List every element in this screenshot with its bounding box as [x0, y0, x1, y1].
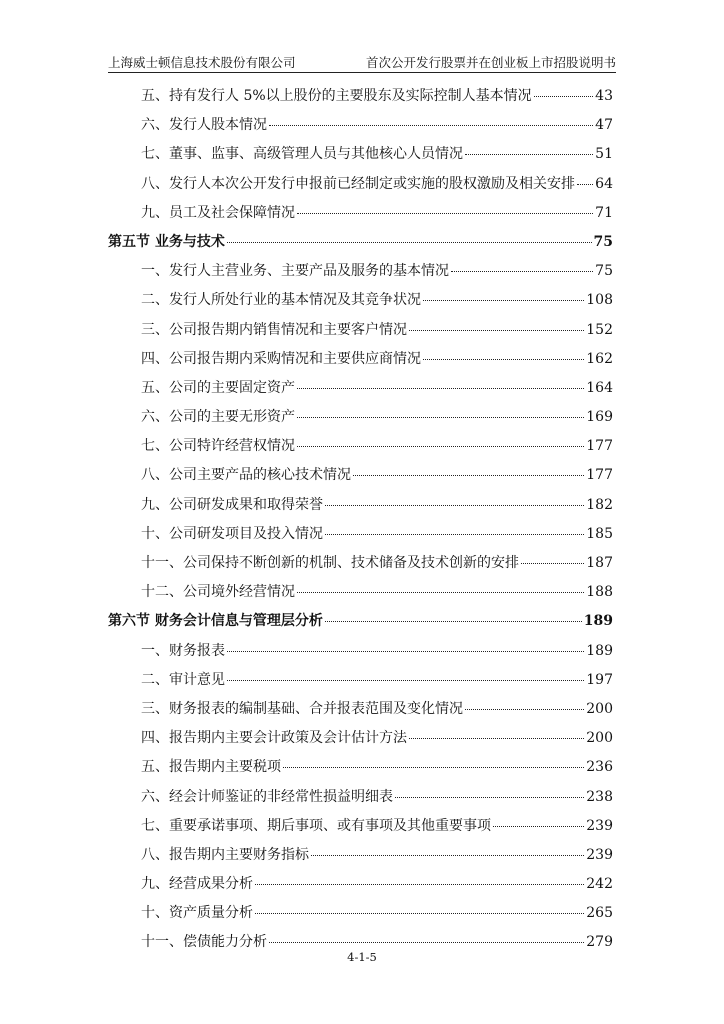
toc-entry-page: 64 [595, 175, 613, 192]
toc-entry[interactable] [108, 494, 613, 523]
dot-leader [297, 446, 584, 447]
dot-leader [465, 709, 584, 710]
toc-entry-page: 239 [586, 817, 613, 834]
toc-entry-page: 200 [586, 730, 613, 747]
toc-entry-page: 189 [583, 613, 613, 630]
dot-leader [227, 680, 584, 681]
dot-leader [269, 942, 584, 943]
toc-entry-title: 二、发行人所处行业的基本情况及其竞争状况 [141, 292, 421, 309]
toc-entry-page: 108 [586, 292, 613, 309]
toc-entry[interactable] [108, 202, 613, 231]
header-company-name: 上海威士顿信息技术股份有限公司 [108, 55, 296, 70]
toc-entry-page: 242 [586, 876, 613, 893]
toc-entry[interactable] [108, 581, 613, 610]
toc-entry-title: 二、审计意见 [141, 671, 225, 688]
toc-entry-title: 第五节 业务与技术 [108, 233, 225, 250]
toc-entry-title: 七、公司特许经营权情况 [141, 438, 295, 455]
dot-leader [297, 592, 584, 593]
toc-entry-page: 162 [586, 350, 613, 367]
toc-entry-title: 一、发行人主营业务、主要产品及服务的基本情况 [141, 263, 449, 280]
page-header [108, 50, 616, 73]
toc-entry-title: 六、发行人股本情况 [141, 117, 267, 134]
toc-entry[interactable] [108, 289, 613, 318]
toc-entry-title: 八、发行人本次公开发行申报前已经制定或实施的股权激励及相关安排 [141, 175, 575, 192]
dot-leader [325, 621, 582, 622]
toc-entry-title: 第六节 财务会计信息与管理层分析 [108, 613, 323, 630]
dot-leader [311, 855, 584, 856]
toc-entry-page: 75 [595, 263, 613, 280]
toc-entry[interactable] [108, 756, 613, 785]
toc-entry-title: 九、经营成果分析 [141, 876, 253, 893]
toc-entry-page: 75 [593, 233, 613, 250]
toc-entry-title: 五、报告期内主要税项 [141, 759, 281, 776]
dot-leader [534, 96, 594, 97]
toc-section-entry[interactable] [108, 231, 613, 260]
dot-leader [255, 913, 584, 914]
toc-entry-title: 八、公司主要产品的核心技术情况 [141, 467, 351, 484]
toc-entry-page: 152 [586, 321, 613, 338]
toc-entry-page: 236 [586, 759, 613, 776]
toc-entry[interactable] [108, 435, 613, 464]
toc-entry-title: 十一、公司保持不断创新的机制、技术储备及技术创新的安排 [141, 555, 519, 571]
toc-entry[interactable] [108, 260, 613, 289]
toc-section-entry[interactable] [108, 610, 613, 639]
toc-entry-page: 188 [586, 584, 613, 601]
toc-entry-title: 七、重要承诺事项、期后事项、或有事项及其他重要事项 [141, 817, 491, 834]
dot-leader [325, 534, 584, 535]
toc-entry-title: 五、持有发行人 5%以上股份的主要股东及实际控制人基本情况 [141, 88, 532, 104]
toc-entry-page: 43 [595, 88, 613, 104]
dot-leader [227, 242, 592, 243]
toc-entry-title: 五、公司的主要固定资产 [141, 379, 295, 396]
dot-leader [255, 884, 584, 885]
toc-entry[interactable] [108, 698, 613, 727]
toc-entry-page: 169 [586, 409, 613, 426]
dot-leader [227, 651, 584, 652]
dot-leader [423, 359, 584, 360]
toc-entry-title: 七、董事、监事、高级管理人员与其他核心人员情况 [141, 146, 463, 163]
dot-leader [297, 388, 584, 389]
toc-entry-title: 九、公司研发成果和取得荣誉 [141, 496, 323, 513]
dot-leader [493, 826, 584, 827]
dot-leader [395, 797, 584, 798]
toc-entry[interactable] [108, 669, 613, 698]
toc-entry-title: 一、财务报表 [141, 642, 225, 659]
toc-entry[interactable] [108, 406, 613, 435]
toc-entry-title: 九、员工及社会保障情况 [141, 204, 295, 221]
toc-entry-page: 177 [586, 438, 613, 455]
toc-entry-page: 265 [586, 905, 613, 922]
toc-entry-title: 四、公司报告期内采购情况和主要供应商情况 [141, 350, 421, 367]
table-of-contents [108, 85, 613, 961]
toc-entry-page: 164 [586, 379, 613, 396]
toc-entry-title: 六、经会计师鉴证的非经常性损益明细表 [141, 788, 393, 805]
toc-entry-title: 三、财务报表的编制基础、合并报表范围及变化情况 [141, 700, 463, 717]
toc-entry-page: 187 [586, 555, 613, 571]
toc-entry[interactable] [108, 552, 613, 581]
toc-entry[interactable] [108, 143, 613, 172]
toc-entry[interactable] [108, 786, 613, 815]
toc-entry[interactable] [108, 377, 613, 406]
page-number: 4-1-5 [347, 950, 377, 964]
toc-entry-page: 51 [595, 146, 613, 163]
dot-leader [423, 300, 584, 301]
toc-entry-page: 197 [586, 671, 613, 688]
toc-entry-page: 71 [595, 204, 613, 221]
toc-entry[interactable] [108, 114, 613, 143]
toc-entry[interactable] [108, 873, 613, 902]
toc-entry[interactable] [108, 844, 613, 873]
toc-entry-title: 十一、偿债能力分析 [141, 934, 267, 951]
toc-entry-page: 238 [586, 788, 613, 805]
toc-entry[interactable] [108, 815, 613, 844]
dot-leader [297, 213, 593, 214]
toc-entry[interactable] [108, 902, 613, 931]
toc-entry[interactable] [108, 727, 613, 756]
toc-entry-title: 十、资产质量分析 [141, 905, 253, 922]
header-document-title: 首次公开发行股票并在创业板上市招股说明书 [365, 55, 616, 70]
toc-entry-title: 三、公司报告期内销售情况和主要客户情况 [141, 321, 407, 338]
toc-entry-title: 十二、公司境外经营情况 [141, 584, 295, 601]
toc-entry-page: 47 [595, 117, 613, 134]
toc-entry-page: 200 [586, 700, 613, 717]
dot-leader [465, 154, 593, 155]
toc-entry[interactable] [108, 85, 613, 114]
toc-entry-title: 四、报告期内主要会计政策及会计估计方法 [141, 730, 407, 747]
dot-leader [297, 417, 584, 418]
dot-leader [283, 767, 584, 768]
toc-entry-page: 185 [586, 525, 613, 542]
dot-leader [269, 125, 593, 126]
dot-leader [521, 563, 584, 564]
toc-entry-title: 八、报告期内主要财务指标 [141, 846, 309, 863]
dot-leader [409, 738, 584, 739]
toc-entry-page: 279 [586, 934, 613, 951]
dot-leader [409, 330, 584, 331]
toc-entry[interactable] [108, 640, 613, 669]
toc-entry-page: 189 [586, 642, 613, 659]
dot-leader [325, 505, 584, 506]
toc-entry[interactable] [108, 319, 613, 348]
toc-entry-page: 177 [586, 467, 613, 484]
toc-entry[interactable] [108, 173, 613, 202]
dot-leader [577, 184, 593, 185]
toc-entry[interactable] [108, 523, 613, 552]
toc-entry-page: 239 [586, 846, 613, 863]
toc-entry-page: 182 [586, 496, 613, 513]
toc-entry-title: 十、公司研发项目及投入情况 [141, 525, 323, 542]
dot-leader [451, 271, 593, 272]
toc-entry[interactable] [108, 348, 613, 377]
dot-leader [353, 475, 584, 476]
toc-entry[interactable] [108, 464, 613, 493]
toc-entry-title: 六、公司的主要无形资产 [141, 409, 295, 426]
